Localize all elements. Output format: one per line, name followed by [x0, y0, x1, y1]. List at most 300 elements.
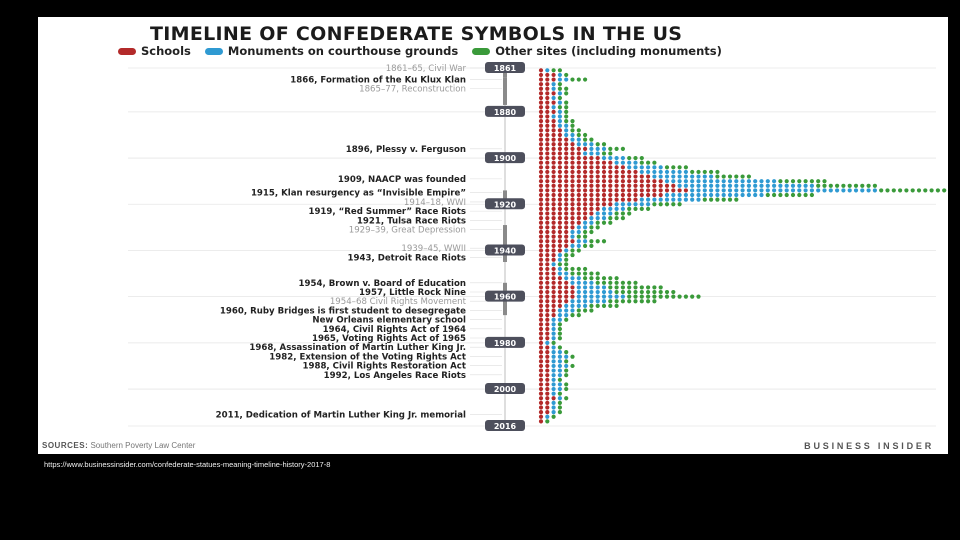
data-dot-other [627, 156, 631, 160]
data-dot-schools [552, 184, 556, 188]
data-dot-other [583, 77, 587, 81]
data-dot-monuments [633, 161, 637, 165]
data-dot-other [734, 174, 738, 178]
data-dot-monuments [564, 276, 568, 280]
data-dot-other [570, 364, 574, 368]
data-dot-schools [539, 207, 543, 211]
data-dot-schools [552, 202, 556, 206]
data-dot-schools [558, 202, 562, 206]
data-dot-schools [539, 368, 543, 372]
data-dot-other [904, 188, 908, 192]
data-dot-schools [615, 165, 619, 169]
data-dot-other [596, 271, 600, 275]
data-dot-schools [558, 138, 562, 142]
data-dot-schools [558, 211, 562, 215]
data-dot-other [785, 179, 789, 183]
legend-label-other: Other sites (including monuments) [495, 44, 722, 58]
data-dot-monuments [646, 170, 650, 174]
event-label: 1861–65, Civil War [385, 64, 466, 74]
data-dot-monuments [734, 179, 738, 183]
data-dot-schools [615, 184, 619, 188]
data-dot-schools [539, 244, 543, 248]
data-dot-schools [589, 165, 593, 169]
data-dot-schools [545, 410, 549, 414]
data-dot-other [564, 73, 568, 77]
data-dot-schools [570, 216, 574, 220]
data-dot-schools [558, 244, 562, 248]
data-dot-schools [539, 336, 543, 340]
data-dot-other [558, 262, 562, 266]
data-dot-monuments [558, 114, 562, 118]
data-dot-monuments [753, 193, 757, 197]
data-dot-monuments [722, 193, 726, 197]
data-dot-schools [545, 285, 549, 289]
data-dot-monuments [615, 202, 619, 206]
data-dot-monuments [552, 345, 556, 349]
data-dot-other [778, 179, 782, 183]
data-dot-other [564, 87, 568, 91]
data-dot-monuments [558, 364, 562, 368]
data-dot-other [596, 276, 600, 280]
data-dot-other [627, 207, 631, 211]
data-dot-schools [564, 174, 568, 178]
data-dot-schools [539, 119, 543, 123]
data-dot-schools [552, 170, 556, 174]
data-dot-monuments [766, 188, 770, 192]
data-dot-schools [564, 138, 568, 142]
data-dot-schools [564, 225, 568, 229]
data-dot-schools [659, 179, 663, 183]
data-dot-schools [646, 184, 650, 188]
data-dot-other [570, 253, 574, 257]
data-dot-schools [545, 151, 549, 155]
data-dot-schools [539, 392, 543, 396]
chart-title: TIMELINE OF CONFEDERATE SYMBOLS IN THE US [150, 23, 683, 45]
data-dot-other [558, 392, 562, 396]
data-dot-schools [539, 110, 543, 114]
data-dot-other [577, 267, 581, 271]
data-dot-schools [602, 174, 606, 178]
data-dot-other [558, 87, 562, 91]
data-dot-schools [545, 378, 549, 382]
data-dot-monuments [570, 276, 574, 280]
data-dot-monuments [778, 184, 782, 188]
data-dot-monuments [747, 188, 751, 192]
data-dot-schools [558, 235, 562, 239]
data-dot-schools [539, 267, 543, 271]
data-dot-other [734, 198, 738, 202]
data-dot-monuments [596, 216, 600, 220]
data-dot-schools [545, 82, 549, 86]
data-dot-schools [589, 198, 593, 202]
data-dot-schools [545, 170, 549, 174]
data-dot-schools [539, 128, 543, 132]
data-dot-other [652, 299, 656, 303]
data-dot-other [627, 211, 631, 215]
data-dot-other [589, 271, 593, 275]
data-dot-schools [558, 161, 562, 165]
data-dot-other [589, 239, 593, 243]
data-dot-schools [539, 308, 543, 312]
data-dot-monuments [678, 179, 682, 183]
data-dot-monuments [696, 198, 700, 202]
data-dot-schools [545, 230, 549, 234]
data-dot-schools [640, 179, 644, 183]
event-label: 1957, Little Rock Nine [359, 288, 466, 298]
data-dot-monuments [665, 174, 669, 178]
data-dot-schools [596, 179, 600, 183]
data-dot-monuments [589, 290, 593, 294]
data-dot-monuments [558, 124, 562, 128]
data-dot-monuments [646, 165, 650, 169]
data-dot-other [627, 299, 631, 303]
data-dot-other [596, 225, 600, 229]
data-dot-schools [545, 114, 549, 118]
data-dot-monuments [652, 174, 656, 178]
data-dot-schools [665, 188, 669, 192]
data-dot-other [640, 299, 644, 303]
data-dot-schools [570, 170, 574, 174]
data-dot-schools [545, 313, 549, 317]
data-dot-schools [633, 188, 637, 192]
data-dot-other [633, 156, 637, 160]
data-dot-schools [539, 124, 543, 128]
data-dot-other [627, 281, 631, 285]
data-dot-monuments [747, 184, 751, 188]
data-dot-other [728, 198, 732, 202]
data-dot-monuments [552, 405, 556, 409]
data-dot-schools [608, 188, 612, 192]
data-dot-other [936, 188, 940, 192]
data-dot-schools [558, 156, 562, 160]
data-dot-schools [633, 179, 637, 183]
data-dot-monuments [552, 382, 556, 386]
data-dot-other [583, 267, 587, 271]
data-dot-schools [545, 267, 549, 271]
data-dot-schools [608, 184, 612, 188]
event-label: 1921, Tulsa Race Riots [356, 216, 466, 227]
data-dot-monuments [627, 202, 631, 206]
data-dot-schools [545, 119, 549, 123]
data-dot-other [570, 271, 574, 275]
data-dot-monuments [684, 198, 688, 202]
data-dot-schools [652, 179, 656, 183]
data-dot-schools [539, 271, 543, 275]
data-dot-schools [564, 147, 568, 151]
data-dot-schools [539, 230, 543, 234]
event-label: New Orleans elementary school [312, 315, 466, 326]
data-dot-schools [552, 198, 556, 202]
data-dot-monuments [860, 188, 864, 192]
data-dot-schools [545, 299, 549, 303]
data-dot-schools [545, 101, 549, 105]
data-dot-schools [539, 322, 543, 326]
data-dot-monuments [778, 188, 782, 192]
data-dot-monuments [665, 179, 669, 183]
data-dot-other [564, 91, 568, 95]
data-dot-other [615, 216, 619, 220]
data-dot-monuments [684, 174, 688, 178]
data-dot-schools [545, 73, 549, 77]
data-dot-schools [558, 239, 562, 243]
data-dot-schools [545, 174, 549, 178]
data-dot-schools [564, 239, 568, 243]
data-dot-schools [552, 174, 556, 178]
data-dot-schools [545, 147, 549, 151]
data-dot-schools [558, 198, 562, 202]
data-dot-schools [539, 142, 543, 146]
data-dot-monuments [741, 188, 745, 192]
data-dot-monuments [696, 174, 700, 178]
data-dot-other [564, 267, 568, 271]
data-dot-schools [627, 184, 631, 188]
data-dot-other [709, 170, 713, 174]
data-dot-schools [539, 359, 543, 363]
data-dot-schools [589, 188, 593, 192]
data-dot-schools [596, 202, 600, 206]
data-dot-schools [627, 188, 631, 192]
data-dot-other [577, 77, 581, 81]
data-dot-schools [665, 184, 669, 188]
data-dot-monuments [577, 299, 581, 303]
data-dot-monuments [583, 225, 587, 229]
data-dot-monuments [552, 322, 556, 326]
data-dot-schools [545, 96, 549, 100]
data-dot-monuments [703, 174, 707, 178]
data-dot-schools [602, 184, 606, 188]
data-dot-schools [545, 193, 549, 197]
data-dot-monuments [589, 295, 593, 299]
data-dot-schools [552, 276, 556, 280]
data-dot-schools [558, 207, 562, 211]
data-dot-schools [539, 387, 543, 391]
data-dot-other [564, 382, 568, 386]
data-dot-other [564, 396, 568, 400]
data-dot-schools [659, 184, 663, 188]
data-dot-other [589, 308, 593, 312]
data-dot-other [684, 165, 688, 169]
data-dot-schools [633, 170, 637, 174]
data-dot-monuments [690, 174, 694, 178]
data-dot-monuments [829, 188, 833, 192]
data-dot-monuments [552, 392, 556, 396]
data-dot-other [640, 156, 644, 160]
data-dot-monuments [759, 193, 763, 197]
data-dot-other [728, 174, 732, 178]
data-dot-schools [564, 151, 568, 155]
data-dot-schools [539, 410, 543, 414]
data-dot-schools [608, 198, 612, 202]
data-dot-schools [564, 188, 568, 192]
data-dot-other [577, 133, 581, 137]
data-dot-other [722, 174, 726, 178]
data-dot-monuments [671, 174, 675, 178]
data-dot-other [583, 235, 587, 239]
data-dot-monuments [621, 207, 625, 211]
data-dot-schools [552, 156, 556, 160]
data-dot-schools [577, 179, 581, 183]
data-dot-monuments [602, 299, 606, 303]
data-dot-monuments [652, 170, 656, 174]
data-dot-schools [539, 91, 543, 95]
data-dot-other [640, 207, 644, 211]
brand-logo: BUSINESS INSIDER [804, 441, 934, 451]
data-dot-schools [652, 184, 656, 188]
data-dot-monuments [715, 188, 719, 192]
data-dot-other [930, 188, 934, 192]
data-dot-monuments [596, 285, 600, 289]
data-dot-schools [596, 161, 600, 165]
data-dot-monuments [552, 87, 556, 91]
data-dot-other [659, 202, 663, 206]
data-dot-monuments [558, 318, 562, 322]
data-dot-monuments [558, 110, 562, 114]
data-dot-schools [577, 174, 581, 178]
data-dot-schools [558, 295, 562, 299]
data-dot-schools [564, 202, 568, 206]
data-dot-schools [539, 295, 543, 299]
source-label: SOURCES: [42, 441, 89, 450]
data-dot-monuments [577, 244, 581, 248]
data-dot-other [564, 350, 568, 354]
data-dot-schools [545, 124, 549, 128]
data-dot-schools [539, 253, 543, 257]
data-dot-schools [621, 198, 625, 202]
data-dot-schools [545, 382, 549, 386]
data-dot-other [583, 276, 587, 280]
data-dot-monuments [558, 313, 562, 317]
data-dot-schools [539, 188, 543, 192]
data-dot-schools [583, 188, 587, 192]
event-label: 1988, Civil Rights Restoration Act [302, 361, 466, 372]
data-dot-schools [552, 119, 556, 123]
data-dot-monuments [652, 198, 656, 202]
data-dot-monuments [734, 188, 738, 192]
data-dot-monuments [690, 188, 694, 192]
data-dot-monuments [558, 308, 562, 312]
data-dot-monuments [558, 359, 562, 363]
data-dot-monuments [558, 101, 562, 105]
data-dot-schools [558, 133, 562, 137]
data-dot-monuments [747, 179, 751, 183]
data-dot-other [816, 184, 820, 188]
data-dot-monuments [577, 276, 581, 280]
data-dot-monuments [564, 304, 568, 308]
data-dot-schools [589, 156, 593, 160]
data-dot-monuments [583, 281, 587, 285]
data-dot-schools [570, 207, 574, 211]
data-dot-other [652, 161, 656, 165]
event-label: 1865–77, Reconstruction [359, 84, 466, 95]
data-dot-schools [552, 110, 556, 114]
data-dot-monuments [709, 188, 713, 192]
data-dot-monuments [564, 308, 568, 312]
data-dot-schools [539, 221, 543, 225]
data-dot-other [552, 68, 556, 72]
data-dot-other [596, 239, 600, 243]
data-dot-schools [589, 161, 593, 165]
data-dot-schools [577, 170, 581, 174]
data-dot-monuments [558, 350, 562, 354]
data-dot-monuments [577, 230, 581, 234]
data-dot-other [791, 193, 795, 197]
data-dot-other [810, 193, 814, 197]
data-dot-schools [596, 207, 600, 211]
data-dot-monuments [810, 188, 814, 192]
data-dot-schools [545, 350, 549, 354]
data-dot-other [608, 221, 612, 225]
data-dot-monuments [552, 373, 556, 377]
data-dot-schools [589, 184, 593, 188]
data-dot-schools [558, 147, 562, 151]
data-dot-monuments [583, 285, 587, 289]
data-dot-other [570, 77, 574, 81]
data-dot-schools [608, 170, 612, 174]
data-dot-schools [577, 211, 581, 215]
data-dot-schools [539, 114, 543, 118]
data-dot-other [646, 161, 650, 165]
data-dot-schools [539, 373, 543, 377]
data-dot-monuments [570, 244, 574, 248]
data-dot-schools [583, 161, 587, 165]
data-dot-other [627, 285, 631, 289]
data-dot-schools [652, 188, 656, 192]
data-dot-schools [564, 299, 568, 303]
data-dot-schools [583, 165, 587, 169]
data-dot-schools [564, 161, 568, 165]
data-dot-schools [539, 77, 543, 81]
data-dot-schools [570, 295, 574, 299]
event-label: 1965, Voting Rights Act of 1965 [311, 334, 466, 344]
data-dot-schools [602, 170, 606, 174]
data-dot-monuments [772, 179, 776, 183]
data-dot-schools [539, 355, 543, 359]
data-dot-other [791, 179, 795, 183]
data-dot-monuments [734, 184, 738, 188]
data-dot-schools [552, 161, 556, 165]
data-dot-other [615, 285, 619, 289]
data-dot-other [608, 299, 612, 303]
data-dot-monuments [665, 198, 669, 202]
data-dot-schools [564, 290, 568, 294]
data-dot-monuments [665, 170, 669, 174]
data-dot-other [665, 165, 669, 169]
data-dot-schools [564, 285, 568, 289]
data-dot-other [577, 271, 581, 275]
data-dot-schools [589, 170, 593, 174]
data-dot-other [615, 304, 619, 308]
data-dot-schools [539, 281, 543, 285]
data-dot-monuments [741, 193, 745, 197]
data-dot-schools [602, 202, 606, 206]
data-dot-monuments [797, 188, 801, 192]
data-dot-other [558, 96, 562, 100]
data-dot-schools [552, 142, 556, 146]
data-dot-monuments [659, 170, 663, 174]
year-badge-label: 2016 [493, 422, 517, 431]
data-dot-monuments [728, 193, 732, 197]
data-dot-schools [539, 378, 543, 382]
data-dot-other [741, 174, 745, 178]
data-dot-monuments [602, 290, 606, 294]
event-label: 1929–39, Great Depression [348, 225, 466, 236]
data-dot-schools [621, 184, 625, 188]
data-dot-monuments [558, 368, 562, 372]
data-dot-monuments [640, 170, 644, 174]
data-dot-other [564, 101, 568, 105]
data-dot-other [596, 281, 600, 285]
data-dot-other [558, 410, 562, 414]
